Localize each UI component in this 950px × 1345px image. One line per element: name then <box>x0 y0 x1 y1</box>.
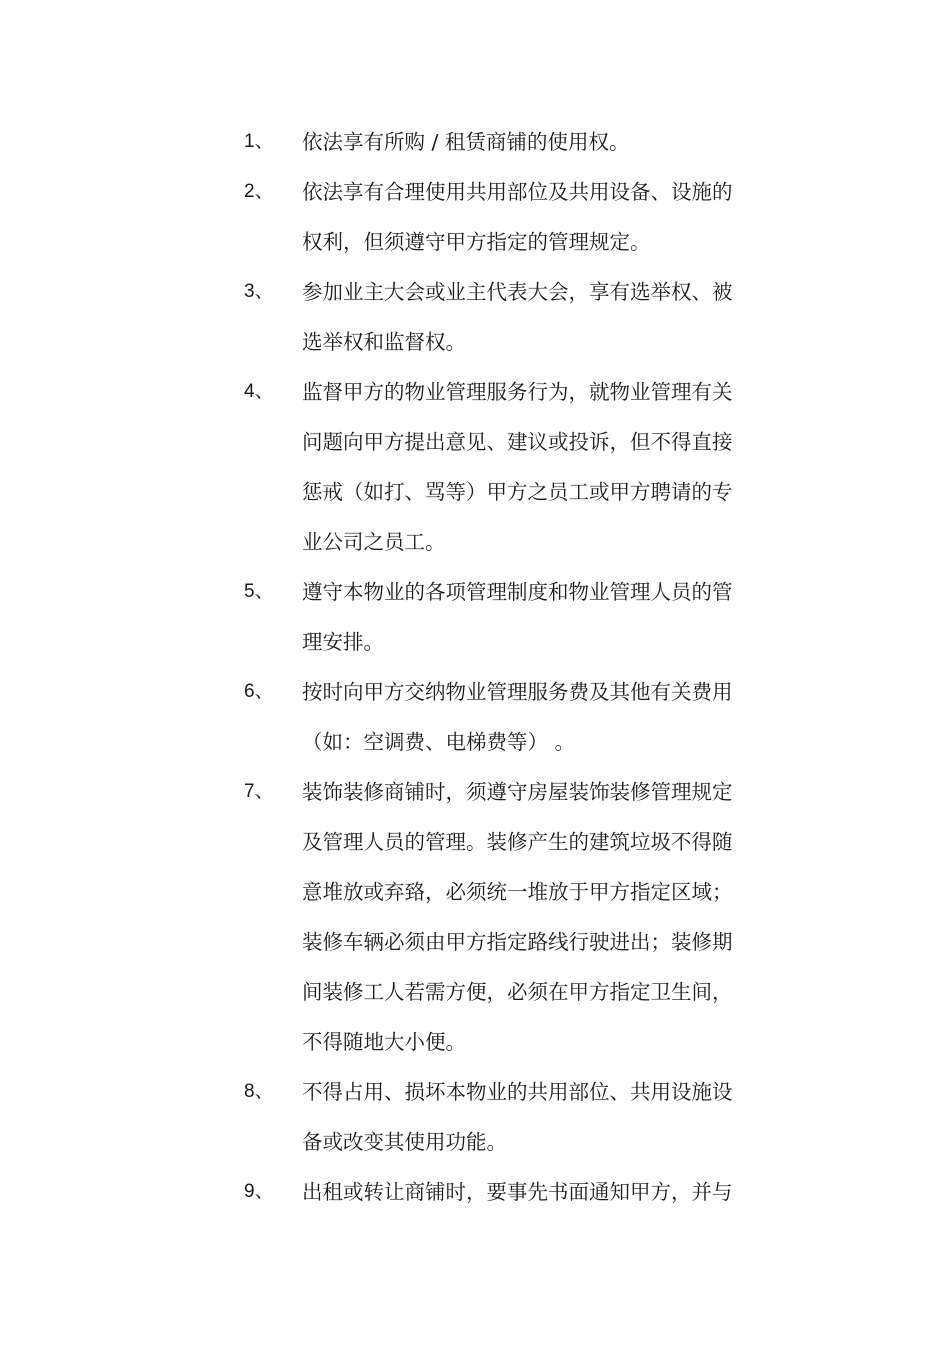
item-number: 5、 <box>244 581 274 602</box>
item-text <box>302 267 762 367</box>
item-text <box>302 367 762 567</box>
item-number: 8、 <box>244 1081 274 1102</box>
item-number: 3、 <box>244 281 274 302</box>
text-line: 参加业主大会或业主代表大会，享有选举权、被 <box>302 280 733 304</box>
item-number: 2、 <box>244 181 274 202</box>
list-item <box>244 117 784 167</box>
text-line: 惩戒（如打、骂等）甲方之员工或甲方聘请的专 <box>302 480 733 504</box>
text-line: 不得随地大小便。 <box>302 1030 466 1054</box>
text-line: 依法享有合理使用共用部位及共用设备、设施的 <box>302 180 733 204</box>
item-number: 6、 <box>244 681 274 702</box>
text-line: 权利，但须遵守甲方指定的管理规定。 <box>302 230 651 254</box>
text-line: 间装修工人若需方便，必须在甲方指定卫生间， <box>302 980 733 1004</box>
item-number: 9、 <box>244 1181 274 1202</box>
item-text <box>302 167 762 267</box>
text-line: 按时向甲方交纳物业管理服务费及其他有关费用 <box>302 680 733 704</box>
text-line: （如：空调费、电梯费等） 。 <box>302 730 576 754</box>
list-item <box>244 767 784 1067</box>
text-line: 备或改变其使用功能。 <box>302 1130 507 1154</box>
list-item <box>244 367 784 567</box>
item-number: 7、 <box>244 781 274 802</box>
text-line: 装修车辆必须由甲方指定路线行驶进出；装修期 <box>302 930 733 954</box>
item-text <box>302 567 762 667</box>
text-line: 意堆放或弃臵，必须统一堆放于甲方指定区域； <box>302 880 733 904</box>
text-line: 问题向甲方提出意见、建议或投诉，但不得直接 <box>302 430 733 454</box>
item-number: 4、 <box>244 381 274 402</box>
item-text <box>302 1167 762 1217</box>
text-line: 遵守本物业的各项管理制度和物业管理人员的管 <box>302 580 733 604</box>
item-number: 1、 <box>244 131 274 152</box>
list-item <box>244 167 784 267</box>
item-text <box>302 767 762 1067</box>
list-item <box>244 1067 784 1167</box>
list-item <box>244 567 784 667</box>
text-line: 选举权和监督权。 <box>302 330 466 354</box>
item-text <box>302 667 762 767</box>
text-line: 监督甲方的物业管理服务行为，就物业管理有关 <box>302 380 733 404</box>
list-item <box>244 1167 784 1217</box>
text-line: 装饰装修商铺时，须遵守房屋装饰装修管理规定 <box>302 780 733 804</box>
list-item <box>244 267 784 367</box>
item-text <box>302 117 762 167</box>
text-line: 出租或转让商铺时，要事先书面通知甲方，并与 <box>302 1180 733 1204</box>
text-line: 不得占用、损坏本物业的共用部位、共用设施设 <box>302 1080 733 1104</box>
text-line: 业公司之员工。 <box>302 530 446 554</box>
item-text <box>302 1067 762 1167</box>
text-line: 理安排。 <box>302 630 384 654</box>
text-line: 及管理人员的管理。装修产生的建筑垃圾不得随 <box>302 830 733 854</box>
list-item <box>244 667 784 767</box>
text-line: 依法享有所购 / 租赁商铺的使用权。 <box>302 130 630 154</box>
obligations-list <box>244 117 784 1217</box>
